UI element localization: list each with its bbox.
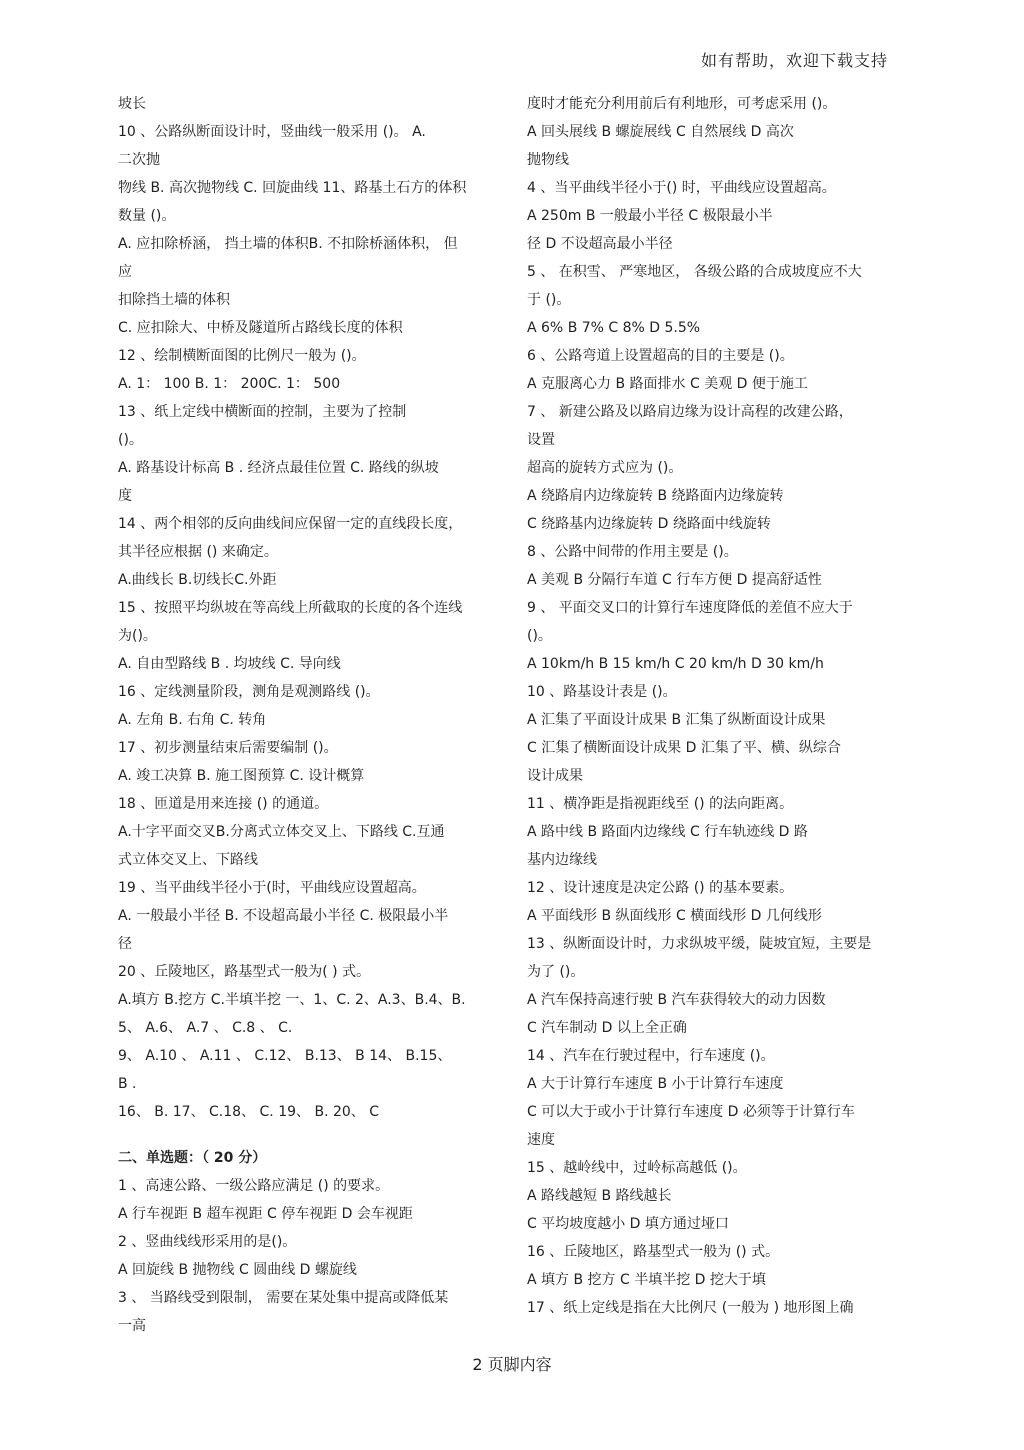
- text-line: A 汇集了平面设计成果 B 汇集了纵断面设计成果: [527, 712, 826, 728]
- text-line: C 绕路基内边缘旋转 D 绕路面中线旋转: [527, 516, 771, 532]
- text-line: A 250m B 一般最小半径 C 极限最小半: [527, 208, 773, 224]
- text-line: C 汇集了横断面设计成果 D 汇集了平、横、纵综合: [527, 740, 841, 756]
- text-line: 16、 B. 17、 C.18、 C. 19、 B. 20、 C: [118, 1104, 380, 1120]
- text-line: 8 、公路中间带的作用主要是 ()。: [527, 544, 738, 560]
- text-line: 15 、按照平均纵坡在等高线上所截取的长度的各个连线: [118, 600, 463, 616]
- text-line: A.曲线长 B.切线长C.外距: [118, 572, 277, 588]
- text-line: A 回旋线 B 抛物线 C 圆曲线 D 螺旋线: [118, 1262, 357, 1278]
- text-line: 度: [118, 488, 132, 504]
- spacer: [118, 1126, 490, 1144]
- text-line: ()。: [527, 628, 552, 644]
- text-line: A 路线越短 B 路线越长: [527, 1188, 672, 1204]
- text-line: 3 、 当路线受到限制， 需要在某处集中提高或降低某: [118, 1290, 449, 1306]
- text-line: A 绕路肩内边缘旋转 B 绕路面内边缘旋转: [527, 488, 784, 504]
- page-header: 如有帮助，欢迎下载支持: [700, 51, 888, 70]
- text-line: 17 、初步测量结束后需要编制 ()。: [118, 740, 338, 756]
- text-line: 应: [118, 264, 132, 280]
- text-line: 12 、绘制横断面图的比例尺一般为 ()。: [118, 348, 366, 364]
- text-line: A 大于计算行车速度 B 小于计算行车速度: [527, 1076, 784, 1092]
- text-line: A 路中线 B 路面内边缘线 C 行车轨迹线 D 路: [527, 824, 808, 840]
- text-line: 于 ()。: [527, 292, 571, 308]
- text-line: A 克服离心力 B 路面排水 C 美观 D 便于施工: [527, 376, 808, 392]
- text-line: 9 、 平面交叉口的计算行车速度降低的差值不应大于: [527, 600, 853, 616]
- text-line: 1 、高速公路、一级公路应满足 () 的要求。: [118, 1178, 390, 1194]
- text-line: 坡长: [118, 96, 146, 112]
- text-line: C 汽车制动 D 以上全正确: [527, 1020, 687, 1036]
- text-line: 18 、匝道是用来连接 () 的通道。: [118, 796, 329, 812]
- left-column: [118, 90, 490, 1340]
- text-line: 径: [118, 936, 132, 952]
- text-line: 一高: [118, 1318, 146, 1334]
- text-line: C 平均坡度越小 D 填方通过垭口: [527, 1216, 729, 1232]
- text-line: 抛物线: [527, 152, 569, 168]
- text-line: 7 、 新建公路及以路肩边缘为设计高程的改建公路，: [527, 404, 853, 420]
- text-line: 16 、定线测量阶段，测角是观测路线 ()。: [118, 684, 380, 700]
- text-line: A 10km/h B 15 km/h C 20 km/h D 30 km/h: [527, 656, 824, 672]
- text-line: 14 、两个相邻的反向曲线间应保留一定的直线段长度，: [118, 516, 463, 532]
- text-line: A 6% B 7% C 8% D 5.5%: [527, 320, 701, 336]
- text-line: A. 左角 B. 右角 C. 转角: [118, 712, 267, 728]
- text-line: A.填方 B.挖方 C.半填半挖 一、1、C. 2、A.3、B.4、B.: [118, 992, 466, 1008]
- text-line: 19 、当平曲线半径小于(时，平曲线应设置超高。: [118, 880, 426, 896]
- text-line: 数量 ()。: [118, 208, 176, 224]
- text-line: 其半径应根据 () 来确定。: [118, 544, 278, 560]
- text-line: 二、单选题：（ 20 分）: [118, 1150, 267, 1166]
- text-line: 设计成果: [527, 768, 583, 784]
- text-line: 5 、 在积雪、 严寒地区， 各级公路的合成坡度应不大: [527, 264, 862, 280]
- text-line: A. 自由型路线 B . 均坡线 C. 导向线: [118, 656, 341, 672]
- text-line: 4 、当平曲线半径小于() 时，平曲线应设置超高。: [527, 180, 836, 196]
- page-footer: 2 页脚内容: [472, 1355, 552, 1374]
- text-line: 速度: [527, 1132, 555, 1148]
- text-line: 13 、纵断面设计时，力求纵坡平缓，陡坡宜短，主要是: [527, 936, 872, 952]
- text-line: B .: [118, 1076, 137, 1092]
- text-line: A 汽车保持高速行驶 B 汽车获得较大的动力因数: [527, 992, 826, 1008]
- text-line: C. 应扣除大、中桥及隧道所占路线长度的体积: [118, 320, 403, 336]
- text-line: A 行车视距 B 超车视距 C 停车视距 D 会车视距: [118, 1206, 413, 1222]
- text-line: A 回头展线 B 螺旋展线 C 自然展线 D 高次: [527, 124, 794, 140]
- text-line: 11 、横净距是指视距线至 () 的法向距离。: [527, 796, 794, 812]
- text-line: 10 、路基设计表是 ()。: [527, 684, 677, 700]
- text-line: C 可以大于或小于计算行车速度 D 必须等于计算行车: [527, 1104, 855, 1120]
- text-line: ()。: [118, 432, 143, 448]
- text-line: 二次抛: [118, 152, 160, 168]
- text-line: A. 1： 100 B. 1： 200C. 1： 500: [118, 376, 341, 392]
- text-line: 基内边缘线: [527, 852, 597, 868]
- text-line: 式立体交叉上、下路线: [118, 852, 258, 868]
- text-line: 超高的旋转方式应为 ()。: [527, 460, 683, 476]
- text-line: A. 路基设计标高 B . 经济点最佳位置 C. 路线的纵坡: [118, 460, 439, 476]
- text-line: 10 、公路纵断面设计时，竖曲线一般采用 ()。 A.: [118, 124, 426, 140]
- text-line: A.十字平面交叉B.分离式立体交叉上、下路线 C.互通: [118, 824, 445, 840]
- text-line: 20 、丘陵地区，路基型式一般为( ) 式。: [118, 964, 371, 980]
- text-line: 度时才能充分利用前后有利地形，可考虑采用 ()。: [527, 96, 837, 112]
- text-line: 6 、公路弯道上设置超高的目的主要是 ()。: [527, 348, 794, 364]
- text-line: 12 、设计速度是决定公路 () 的基本要素。: [527, 880, 794, 896]
- text-line: A 填方 B 挖方 C 半填半挖 D 挖大于填: [527, 1272, 766, 1288]
- text-line: A 平面线形 B 纵面线形 C 横面线形 D 几何线形: [527, 908, 822, 924]
- text-line: A 美观 B 分隔行车道 C 行车方便 D 提高舒适性: [527, 572, 822, 588]
- text-line: A. 竣工决算 B. 施工图预算 C. 设计概算: [118, 768, 365, 784]
- text-line: A. 应扣除桥涵， 挡土墙的体积B. 不扣除桥涵体积， 但: [118, 236, 458, 252]
- text-line: 14 、汽车在行驶过程中，行车速度 ()。: [527, 1048, 775, 1064]
- text-line: 物线 B. 高次抛物线 C. 回旋曲线 11、路基土石方的体积: [118, 180, 467, 196]
- right-column: [527, 90, 899, 1322]
- text-line: 9、 A.10 、 A.11 、 C.12、 B.13、 B 14、 B.15、: [118, 1048, 452, 1064]
- text-line: 17 、纸上定线是指在大比例尺 (一般为 ) 地形图上确: [527, 1300, 854, 1316]
- text-line: 径 D 不设超高最小半径: [527, 236, 673, 252]
- text-line: 为了 ()。: [527, 964, 585, 980]
- text-line: A. 一般最小半径 B. 不设超高最小半径 C. 极限最小半: [118, 908, 449, 924]
- text-line: 2 、竖曲线线形采用的是()。: [118, 1234, 297, 1250]
- text-line: 16 、丘陵地区，路基型式一般为 () 式。: [527, 1244, 780, 1260]
- text-line: 扣除挡土墙的体积: [118, 292, 230, 308]
- text-line: 15 、越岭线中，过岭标高越低 ()。: [527, 1160, 747, 1176]
- text-line: 5、 A.6、 A.7 、 C.8 、 C.: [118, 1020, 293, 1036]
- text-line: 为()。: [118, 628, 157, 644]
- text-line: 13 、纸上定线中横断面的控制，主要为了控制: [118, 404, 407, 420]
- text-line: 设置: [527, 432, 555, 448]
